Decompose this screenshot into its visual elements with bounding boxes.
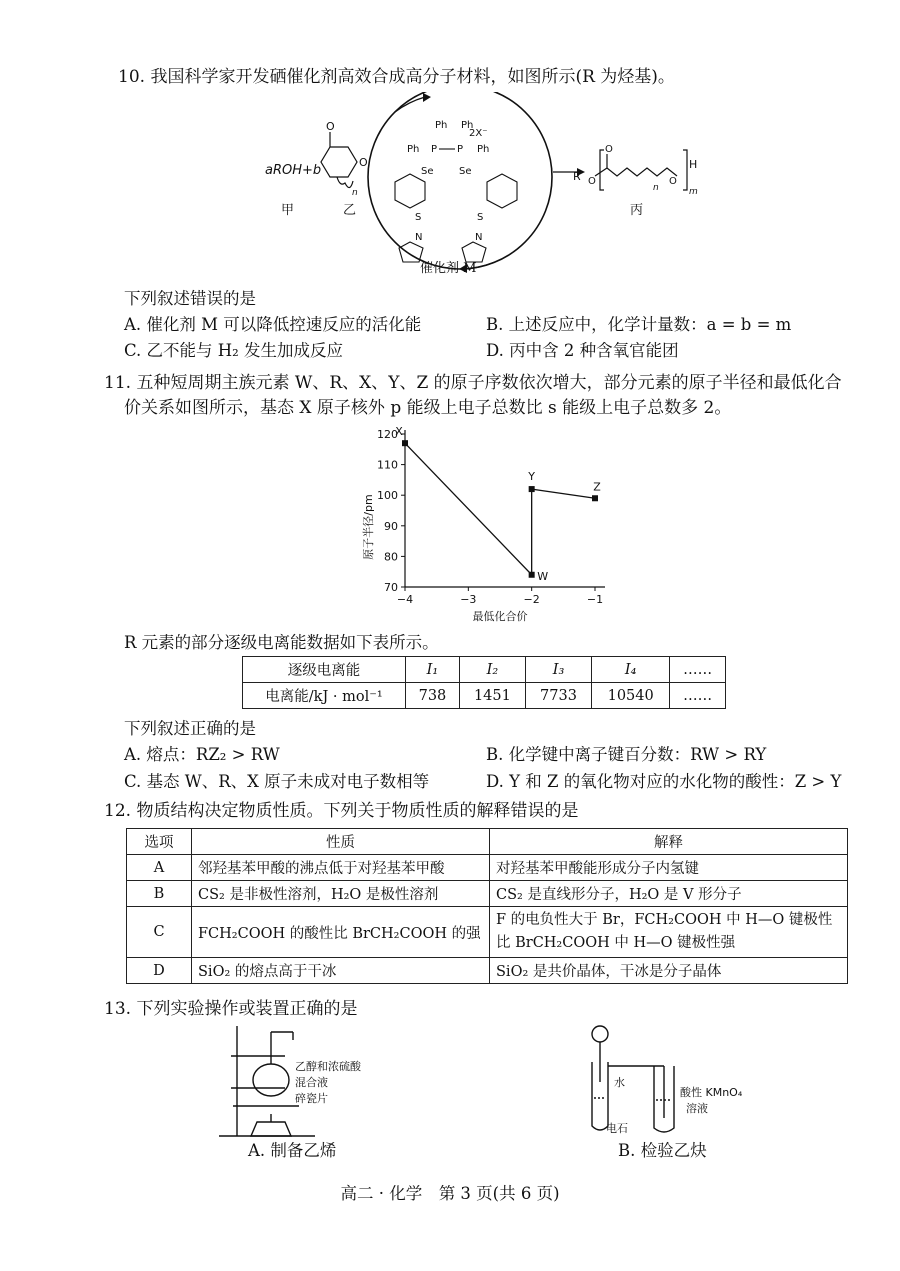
solution-label: 溶液 <box>686 1102 708 1115</box>
catalyst-cycle-circle <box>368 92 552 269</box>
svg-text:O: O <box>326 120 335 133</box>
table-header: 解释 <box>490 829 848 855</box>
svg-text:N: N <box>475 232 483 243</box>
chart-xlabel: 最低化合价 <box>472 610 528 623</box>
table-row <box>243 683 726 709</box>
table-cell: 邻羟基苯甲酸的沸点低于对羟基苯甲酸 <box>192 855 490 881</box>
table-cell: D <box>127 958 192 984</box>
table-header: 选项 <box>127 829 192 855</box>
ionization-energy-table <box>242 656 726 709</box>
y-tick-label: 80 <box>384 550 398 564</box>
table-cell: 10540 <box>592 683 670 709</box>
point-label-x: X <box>395 425 403 439</box>
data-point-y <box>529 486 535 492</box>
catalyst-label: 催化剂 M <box>420 261 477 276</box>
property-explanation-table <box>126 828 848 984</box>
explanation-line: 比 BrCH₂COOH 中 H—O 键极性强 <box>496 935 736 951</box>
y-tick-label: 120 <box>377 428 398 441</box>
apparatus-a-label-2: 混合液 <box>295 1076 328 1089</box>
carbide-label: 电石 <box>606 1122 628 1135</box>
point-label-z: Z <box>593 480 601 494</box>
table-cell: I₄ <box>592 657 670 683</box>
table-cell: C <box>127 907 192 958</box>
svg-text:N: N <box>415 232 423 243</box>
svg-text:n: n <box>352 188 358 198</box>
table-cell <box>490 907 848 958</box>
y-tick-label: 110 <box>377 458 398 472</box>
table-cell: I₁ <box>406 657 460 683</box>
svg-text:Se: Se <box>459 166 472 177</box>
table-cell: 7733 <box>525 683 591 709</box>
svg-text:O: O <box>588 176 596 187</box>
q11-stem-line1: 11. 五种短周期主族元素 W、R、X、Y、Z 的原子序数依次增大，部分元素的原子半径和最低化合 <box>104 373 842 393</box>
radius-valence-chart <box>350 422 620 627</box>
q10-reaction-diagram <box>255 92 745 278</box>
table-cell: 对羟基苯甲酸能形成分子内氢键 <box>490 855 848 881</box>
table-cell: I₃ <box>525 657 591 683</box>
table-cell: SiO₂ 的熔点高于干冰 <box>192 958 490 984</box>
q11-option-c: C. 基态 W、R、X 原子未成对电子数相等 <box>124 772 430 791</box>
table-header: 性质 <box>192 829 490 855</box>
data-point-z <box>592 495 598 501</box>
point-label-w: W <box>537 569 549 583</box>
explanation-line: F 的电负性大于 Br，FCH₂COOH 中 H—O 键极性 <box>496 912 833 928</box>
x-tick-label: −3 <box>460 593 477 606</box>
svg-text:Ph: Ph <box>435 120 448 131</box>
x-tick-label: −4 <box>396 593 414 606</box>
svg-text:O: O <box>669 176 677 187</box>
table-row <box>243 657 726 683</box>
svg-text:P: P <box>457 144 464 155</box>
q10-prompt: 下列叙述错误的是 <box>124 289 256 308</box>
svg-text:n: n <box>653 183 659 193</box>
table-cell: I₂ <box>459 657 525 683</box>
water-label: 水 <box>614 1076 625 1089</box>
y-tick-label: 90 <box>384 519 398 533</box>
apparatus-a-caption: A. 制备乙烯 <box>248 1141 337 1160</box>
q10-option-a: A. 催化剂 M 可以降低控速反应的活化能 <box>124 315 422 334</box>
chart-ylabel: 原子半径/pm <box>362 494 375 560</box>
table-row <box>127 829 848 855</box>
svg-text:Ph: Ph <box>461 120 474 131</box>
svg-text:P: P <box>431 144 438 155</box>
lactone-structure <box>321 132 357 188</box>
data-point-x <box>402 440 408 446</box>
apparatus-a-label-3: 碎瓷片 <box>295 1092 328 1105</box>
q10-option-b: B. 上述反应中，化学计量数：a = b = m <box>486 315 792 334</box>
table-row <box>127 855 848 881</box>
svg-text:Ph: Ph <box>407 144 420 155</box>
svg-text:Ph: Ph <box>477 144 490 155</box>
ethylene-apparatus <box>205 1022 405 1142</box>
svg-text:O: O <box>359 156 368 169</box>
table-cell: …… <box>670 683 726 709</box>
svg-text:S: S <box>415 212 422 223</box>
kmno4-label: 酸性 KMnO₄ <box>680 1086 743 1099</box>
table-row <box>127 958 848 984</box>
svg-text:S: S <box>477 212 484 223</box>
table-row <box>127 881 848 907</box>
q13-stem: 13. 下列实验操作或装置正确的是 <box>104 999 358 1019</box>
q11-prompt: 下列叙述正确的是 <box>124 719 256 738</box>
label-yi: 乙 <box>343 203 357 218</box>
svg-text:H: H <box>689 158 698 171</box>
table-cell: CS₂ 是非极性溶剂，H₂O 是极性溶剂 <box>192 881 490 907</box>
q11-table-intro: R 元素的部分逐级电离能数据如下表所示。 <box>124 633 439 652</box>
charge-label: 2X⁻ <box>469 128 488 139</box>
label-jia: 甲 <box>281 203 295 218</box>
apparatus-b-caption: B. 检验乙炔 <box>618 1141 707 1160</box>
reactants-label: aROH+b <box>265 163 322 178</box>
data-point-w <box>529 572 535 578</box>
q11-option-b: B. 化学键中离子键百分数：RW > RY <box>486 745 767 764</box>
table-cell: 738 <box>406 683 460 709</box>
table-cell: 逐级电离能 <box>243 657 406 683</box>
q10-option-c: C. 乙不能与 H₂ 发生加成反应 <box>124 341 344 360</box>
x-tick-label: −1 <box>586 593 604 606</box>
q11-option-a: A. 熔点：RZ₂ > RW <box>124 745 280 764</box>
table-cell: A <box>127 855 192 881</box>
q10-stem: 10. 我国科学家开发硒催化剂高效合成高分子材料，如图所示(R 为烃基)。 <box>118 67 675 87</box>
svg-text:Se: Se <box>421 166 434 177</box>
table-cell: 电离能/kJ · mol⁻¹ <box>243 683 406 709</box>
table-cell: CS₂ 是直线形分子，H₂O 是 V 形分子 <box>490 881 848 907</box>
y-tick-label: 100 <box>377 489 398 503</box>
svg-text:O: O <box>605 144 613 155</box>
y-tick-label: 70 <box>384 581 398 594</box>
x-tick-label: −2 <box>523 593 540 606</box>
table-cell: FCH₂COOH 的酸性比 BrCH₂COOH 的强 <box>192 907 490 958</box>
table-cell: 1451 <box>459 683 525 709</box>
table-cell: SiO₂ 是共价晶体，干冰是分子晶体 <box>490 958 848 984</box>
svg-text:R: R <box>573 170 581 183</box>
label-bing: 丙 <box>630 203 644 218</box>
q10-option-d: D. 丙中含 2 种含氧官能团 <box>486 341 679 360</box>
q12-stem: 12. 物质结构决定物质性质。下列关于物质性质的解释错误的是 <box>104 801 579 821</box>
point-label-y: Y <box>528 470 536 484</box>
table-row <box>127 907 848 958</box>
table-cell: …… <box>670 657 726 683</box>
table-cell: B <box>127 881 192 907</box>
apparatus-a-label-1: 乙醇和浓硫酸 <box>295 1060 361 1073</box>
catalyst-structure <box>407 120 489 243</box>
q11-stem-line2: 价关系如图所示，基态 X 原子核外 p 能级上电子总数比 s 能级上电子总数多 2。 <box>124 398 732 418</box>
acetylene-apparatus <box>570 1022 770 1142</box>
svg-text:m: m <box>689 187 698 197</box>
page-footer: 高二 · 化学 第 3 页(共 6 页) <box>340 1184 560 1203</box>
q11-option-d: D. Y 和 Z 的氧化物对应的水化物的酸性：Z > Y <box>486 772 842 791</box>
data-line <box>405 443 595 575</box>
